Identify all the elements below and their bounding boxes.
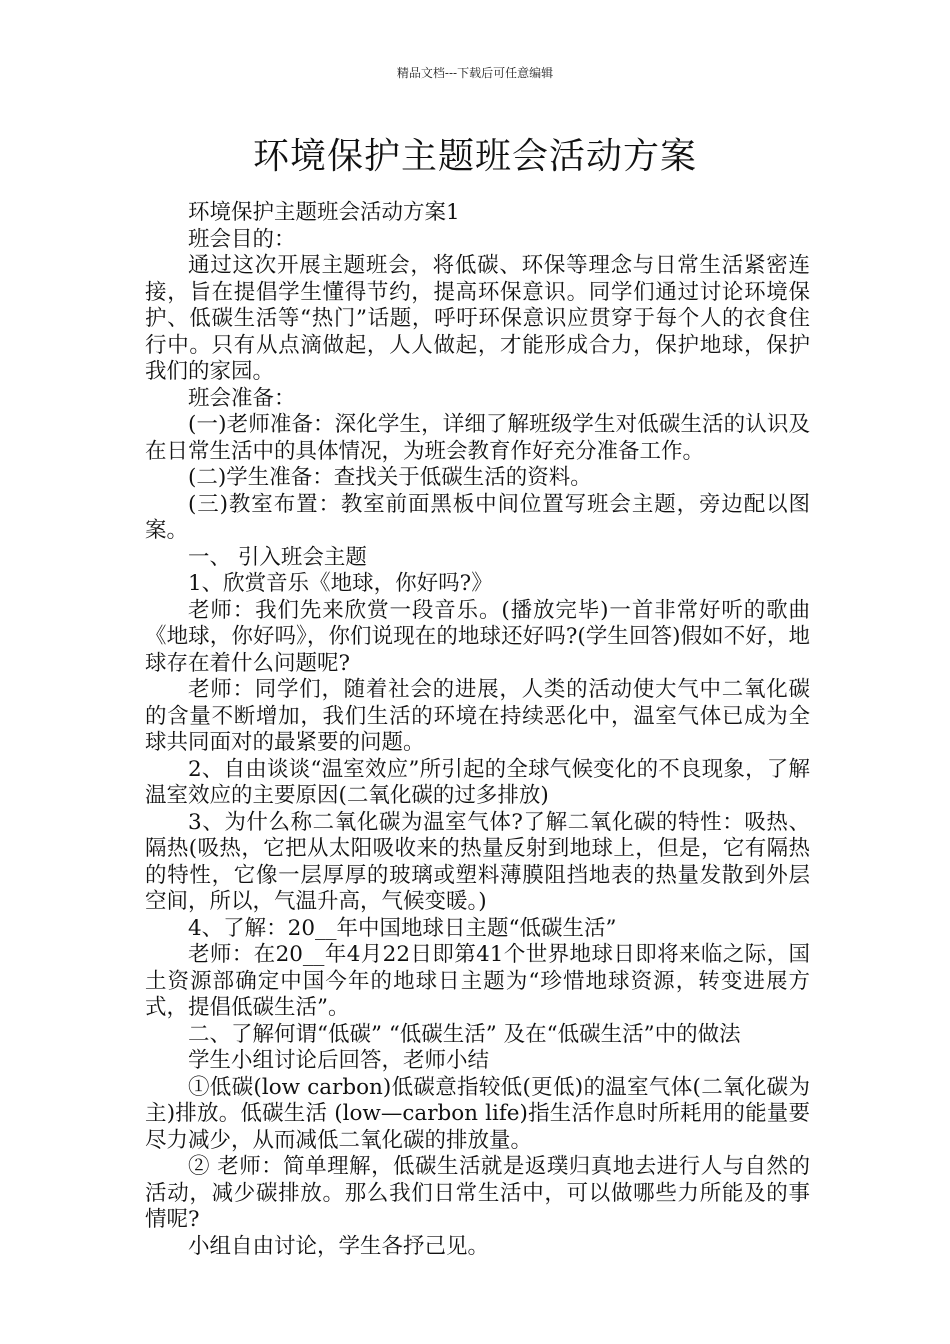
paragraph-goal: 通过这次开展主题班会，将低碳、环保等理念与日常生活紧密连接，旨在提倡学生懂得节约，提高环保意识。同学们通过讨论环境保护、低碳生活等“热门”话题，呼吁环保意识应贯穿于每个人的衣食住行中。只有从点滴做起，人人做起，才能形成合力，保护地球，保护我们的家园。 bbox=[145, 253, 810, 384]
document-body bbox=[145, 200, 810, 1260]
paragraph-teacher-3: 老师：在20__年4月22日即第41个世界地球日即将来临之际，国土资源部确定中国今年的地球日主题为“珍惜地球资源，转变进展方式，提倡低碳生活”。 bbox=[145, 942, 810, 1020]
paragraph-item-3: 3、为什么称二氧化碳为温室气体?了解二氧化碳的特性：吸热、隔热(吸热，它把从太阳吸收来的热量反射到地球上，但是，它有隔热的特性，它像一层厚厚的玻璃或塑料薄膜阻挡地表的热量发散到外层空间，所以，气温升高，气候变暖。) bbox=[145, 809, 810, 914]
header-note: 精品文档---下载后可任意编辑 bbox=[396, 66, 554, 80]
paragraph-group-discussion: 学生小组讨论后回答，老师小结 bbox=[188, 1048, 490, 1073]
paragraph-teacher-2: 老师：同学们，随着社会的进展，人类的活动使大气中二氧化碳的含量不断增加，我们生活的环境在持续恶化中，温室气体已成为全球共同面对的最紧要的问题。 bbox=[145, 677, 810, 755]
paragraph-point-2: ② 老师：简单理解，低碳生活就是返璞归真地去进行人与自然的活动，减少碳排放。那么我们日常生活中，可以做哪些力所能及的事情呢? bbox=[145, 1154, 810, 1232]
paragraph-student-prep: (二)学生准备：查找关于低碳生活的资料。 bbox=[188, 465, 592, 490]
paragraph-section-two: 二、了解何谓“低碳” “低碳生活” 及在“低碳生活”中的做法 bbox=[188, 1021, 741, 1047]
paragraph-teacher-1: 老师：我们先来欣赏一段音乐。(播放完毕)一首非常好听的歌曲《地球，你好吗》，你们说现在的地球还好吗?(学生回答)假如不好，地球存在着什么问题呢? bbox=[145, 597, 810, 676]
paragraph-prep-label: 班会准备： bbox=[188, 385, 296, 411]
paragraph-plan-heading: 环境保护主题班会活动方案1 bbox=[188, 200, 460, 225]
paragraph-point-1: ①低碳(low carbon)低碳意指较低(更低)的温室气体(二氧化碳为主)排放。低碳生活 (low—carbon life)指生活作息时所耗用的能量要尽力减少，从而减低二氧化碳的排放量。 bbox=[145, 1074, 810, 1153]
paragraph-item-4: 4、了解：20__年中国地球日主题“低碳生活” bbox=[188, 915, 617, 941]
paragraph-item-1: 1、欣赏音乐《地球，你好吗?》 bbox=[188, 571, 493, 596]
paragraph-item-2: 2、自由谈谈“温室效应”所引起的全球气候变化的不良现象，了解温室效应的主要原因(二氧化碳的过多排放) bbox=[145, 756, 810, 808]
paragraph-goal-label: 班会目的： bbox=[188, 226, 296, 252]
document-title: 环境保护主题班会活动方案 bbox=[252, 136, 697, 177]
paragraph-section-one: 一、 引入班会主题 bbox=[188, 544, 367, 570]
paragraph-teacher-prep: (一)老师准备：深化学生，详细了解班级学生对低碳生活的认识及在日常生活中的具体情况，为班会教育作好充分准备工作。 bbox=[145, 412, 810, 464]
paragraph-free-discussion: 小组自由讨论，学生各抒己见。 bbox=[188, 1233, 490, 1259]
paragraph-classroom-setup: (三)教室布置：教室前面黑板中间位置写班会主题，旁边配以图案。 bbox=[145, 491, 810, 543]
